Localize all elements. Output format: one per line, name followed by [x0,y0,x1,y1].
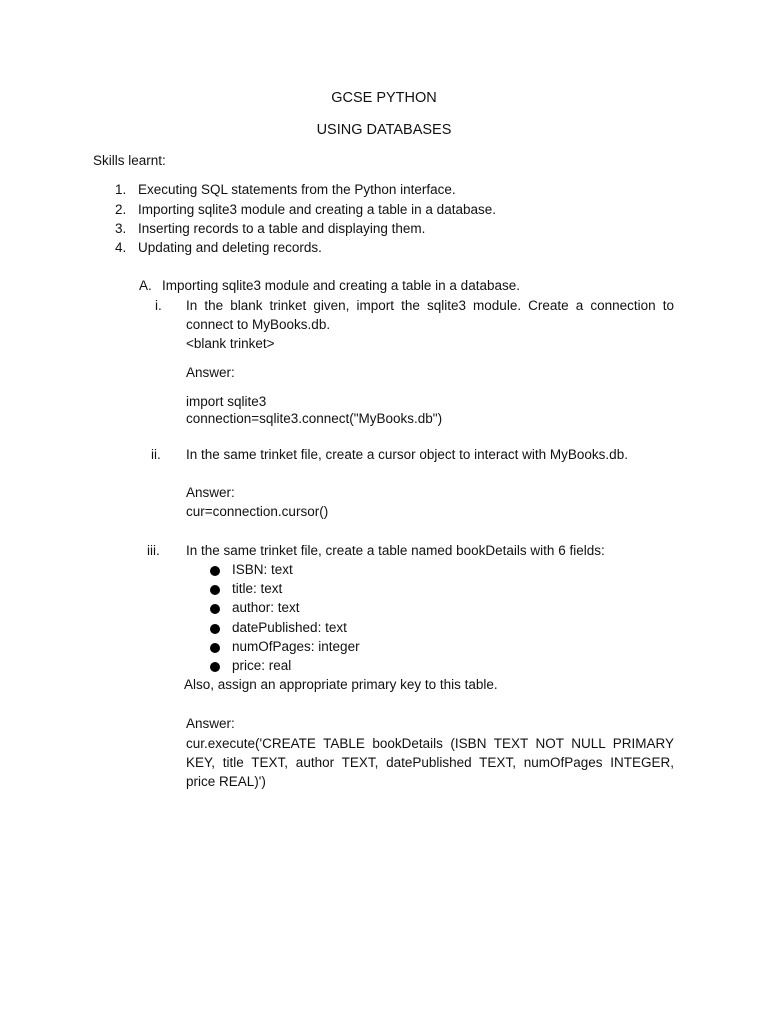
bullet-icon [210,566,220,576]
trinket-placeholder: <blank trinket> [186,336,275,351]
page-subtitle: USING DATABASES [316,122,452,138]
skill-number: 1. [115,182,127,197]
question-text: In the same trinket file, create a cursor object to interact with MyBooks.db. [186,447,628,462]
skill-number: 3. [115,221,127,236]
question-number: iii. [147,543,160,558]
question-text: In the same trinket file, create a table named bookDetails with 6 fields: [186,543,605,558]
field-item: ISBN: text [232,562,293,577]
field-item: author: text [232,600,300,615]
skill-number: 4. [115,240,127,255]
answer-label: Answer: [186,365,235,380]
skill-item: Updating and deleting records. [138,240,322,255]
bullet-icon [210,662,220,672]
field-item: datePublished: text [232,620,347,635]
bullet-icon [210,624,220,634]
skill-number: 2. [115,202,127,217]
answer-code-line: connection=sqlite3.connect("MyBooks.db") [186,411,443,426]
answer-label: Answer: [186,716,235,731]
skills-heading: Skills learnt: [93,153,166,168]
field-item: numOfPages: integer [232,639,360,654]
question-text: In the blank trinket given, import the sqlite3 module. Create a connection to connect to MyBooks.db. [186,298,674,332]
section-label: A. [139,278,152,293]
page-title: GCSE PYTHON [331,90,437,106]
answer-code: cur=connection.cursor() [186,504,329,519]
bullet-icon [210,585,220,595]
skill-item: Inserting records to a table and displaying them. [138,221,426,236]
section-heading: Importing sqlite3 module and creating a table in a database. [162,278,520,293]
question-number: ii. [151,447,161,462]
bullet-icon [210,643,220,653]
question-number: i. [155,298,162,313]
skill-item: Importing sqlite3 module and creating a table in a database. [138,202,496,217]
skill-item: Executing SQL statements from the Python interface. [138,182,456,197]
bullet-icon [210,604,220,614]
answer-code: cur.execute('CREATE TABLE bookDetails (ISBN TEXT NOT NULL PRIMARY KEY, title TEXT, author TEXT, datePublished TEXT, numOfPages INTEGER, price REAL)') [186,736,674,789]
instruction-text: Also, assign an appropriate primary key to this table. [184,677,498,692]
answer-code-line: import sqlite3 [186,394,267,409]
field-item: price: real [232,658,292,673]
answer-label: Answer: [186,485,235,500]
field-item: title: text [232,581,283,596]
